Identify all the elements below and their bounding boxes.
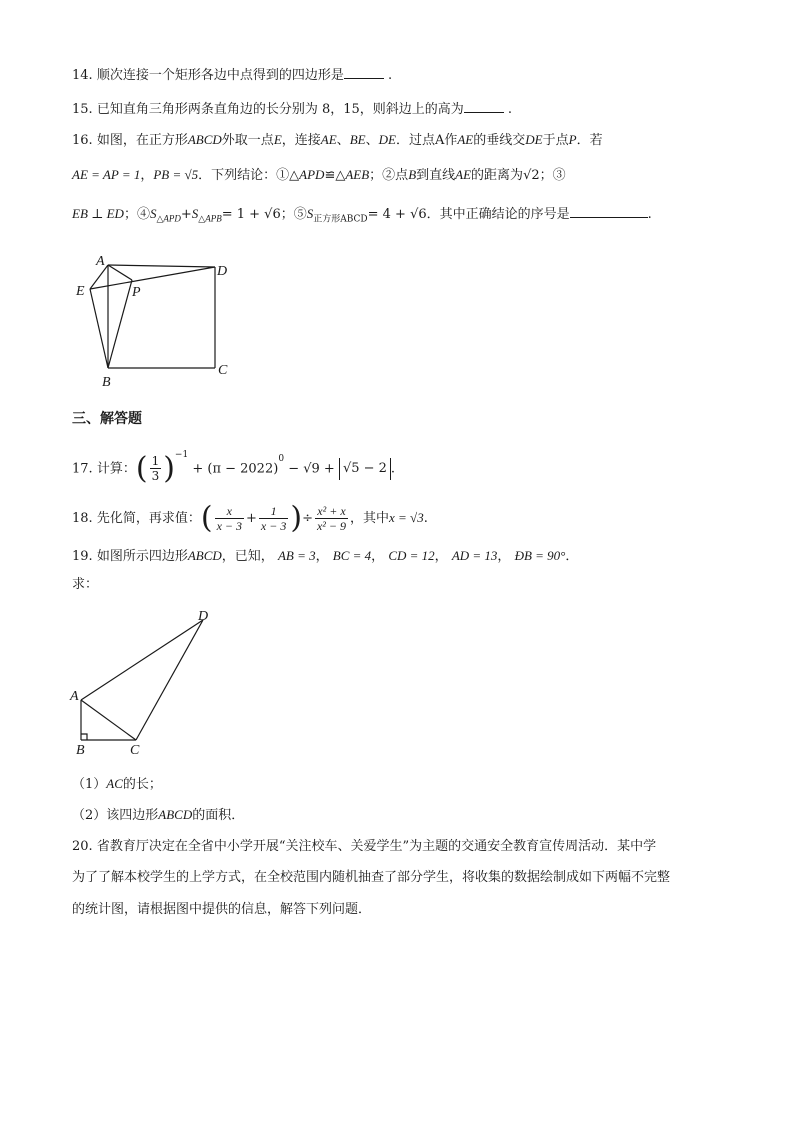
math-var: APD <box>299 167 325 182</box>
fraction <box>215 504 244 533</box>
text: ．若 <box>576 133 603 148</box>
math-expr: + (π − 2022) <box>192 461 279 477</box>
label-B: B <box>76 743 85 758</box>
period: . <box>647 207 652 222</box>
math-expr: AE = AP = 1 <box>72 167 141 182</box>
segment-AP <box>108 265 132 280</box>
segment-EB <box>90 289 108 368</box>
comma: ， <box>315 549 329 564</box>
denominator: x² − 9 <box>316 519 346 533</box>
segment-AD <box>108 265 215 267</box>
condition-cd: CD = 12 <box>388 548 435 563</box>
comma: ， <box>371 549 385 564</box>
answer-blank <box>570 205 648 218</box>
math-expr: − √9 + <box>288 461 335 477</box>
segment-ED <box>90 267 215 289</box>
text: ；②点 <box>369 168 409 183</box>
denominator: x − 3 <box>216 519 242 533</box>
question-20-line-3: 的统计图，请根据图中提供的信息，解答下列问题． <box>72 902 372 917</box>
math-var: P <box>568 132 577 147</box>
text: ， <box>140 168 154 183</box>
label-A: A <box>96 254 105 269</box>
numerator: 1 <box>151 454 160 469</box>
subscript: 正方形ABCD <box>313 214 368 225</box>
left-paren: ( <box>200 500 213 536</box>
question-16-line-2 <box>72 166 566 185</box>
question-number: 14. <box>72 68 93 83</box>
divide-sign: ÷ <box>302 511 313 526</box>
text: 于点 <box>542 133 569 148</box>
left-paren: ( <box>135 450 148 486</box>
question-text: 先化简，再求值： <box>96 511 201 526</box>
question-number: 16. <box>72 133 93 148</box>
math-expr: x = √3 <box>389 510 424 525</box>
text: ．其中正确结论的序号是 <box>426 207 570 222</box>
question-text: 顺次连接一个矩形各边中点得到的四边形是 <box>96 68 344 83</box>
math-var: BE <box>349 132 366 147</box>
text: ，其中 <box>350 511 390 526</box>
question-20-line-1 <box>72 838 656 856</box>
math-var: S <box>191 206 199 221</box>
text: 的长； <box>122 777 162 792</box>
period: . <box>387 68 393 83</box>
text: ．过点 <box>395 133 435 148</box>
fraction <box>259 504 288 533</box>
section-title: 三、解答题 <box>72 411 142 427</box>
figure-19-quadrilateral-diagram <box>66 608 226 758</box>
answer-blank <box>344 66 384 79</box>
right-angle-mark <box>81 734 87 740</box>
text: 外取一点 <box>221 133 274 148</box>
math-var: A <box>434 133 445 148</box>
math-var: AEB <box>345 167 370 182</box>
condition-ab: AB = 3 <box>277 548 316 563</box>
right-paren: ) <box>290 500 303 536</box>
question-20-line-2: 为了了解本校学生的上学方式，在全校范围内随机抽查了部分学生，将收集的数据绘制成如下两幅不完整 <box>72 870 671 885</box>
math-var: S <box>306 206 314 221</box>
plus-sign: + <box>180 207 192 222</box>
answer-blank <box>464 100 504 113</box>
label-B: B <box>102 375 111 390</box>
segment-AD <box>81 620 203 700</box>
question-number: 19. <box>72 549 93 564</box>
question-17 <box>72 448 396 486</box>
comma: ， <box>434 549 448 564</box>
text: 的垂线交 <box>473 133 526 148</box>
math-var: AE <box>320 132 337 147</box>
triangle-sign: △ <box>335 168 346 183</box>
text: 、 <box>365 133 379 148</box>
math-expr: √2 <box>523 168 540 183</box>
denominator: x − 3 <box>260 519 287 533</box>
math-expr: = 4 + √6 <box>367 207 427 222</box>
text: ，连接 <box>281 133 321 148</box>
period: . <box>423 511 428 526</box>
question-18 <box>72 500 428 536</box>
math-var: AE <box>457 132 474 147</box>
question-text: 如图所示四边形 <box>96 549 188 564</box>
subscript: △APB <box>198 213 222 224</box>
math-var: E <box>273 132 282 147</box>
math-expr: PB = √5 <box>153 167 199 182</box>
math-var: ABCD <box>187 132 222 147</box>
right-paren: ) <box>163 450 175 486</box>
figure-16-square-diagram <box>70 250 240 390</box>
label-C: C <box>218 363 228 378</box>
math-var: DE <box>525 132 543 147</box>
text: ；⑤ <box>280 207 307 222</box>
question-number: 17. <box>72 461 93 477</box>
period: ． <box>565 549 579 564</box>
fraction <box>150 454 162 483</box>
segment-PB <box>108 280 132 368</box>
label-P: P <box>132 285 141 300</box>
text: 作 <box>444 133 458 148</box>
question-text: 计算： <box>96 461 136 477</box>
subscript: △APD <box>156 213 181 224</box>
text: ．下列结论：①△ <box>198 168 300 183</box>
question-19-ask: 求： <box>72 577 99 592</box>
text: ；③ <box>539 168 566 183</box>
numerator: x² + x <box>315 504 348 519</box>
question-19 <box>72 547 578 566</box>
math-var: AE <box>455 167 472 182</box>
comma: ， <box>497 549 511 564</box>
math-var: DE <box>378 132 396 147</box>
math-var: S <box>149 206 157 221</box>
text: 到直线 <box>416 168 456 183</box>
part-number: （1） <box>72 777 107 792</box>
plus-sign: + <box>246 511 257 526</box>
condition-bc: BC = 4 <box>332 548 372 563</box>
question-14 <box>72 66 392 85</box>
period: . <box>390 461 396 477</box>
condition-angle-b: ÐB = 90° <box>514 548 566 563</box>
math-var: ABCD <box>187 548 222 563</box>
math-expr: EB ⊥ ED <box>72 206 124 221</box>
condition-ad: AD = 13 <box>451 548 498 563</box>
question-19-part-1 <box>72 775 162 794</box>
math-var: AC <box>106 776 123 791</box>
label-A: A <box>70 689 79 704</box>
label-D: D <box>198 609 209 624</box>
period: . <box>507 102 513 117</box>
denominator: 3 <box>151 469 160 484</box>
congruent-sign: ≌ <box>324 168 336 183</box>
label-C: C <box>130 743 140 758</box>
numerator: 1 <box>259 504 288 519</box>
text: 如图，在正方形 <box>96 133 188 148</box>
text: ，已知， <box>221 549 274 564</box>
question-16-line-3 <box>72 205 652 229</box>
text: ；④ <box>123 207 150 222</box>
fraction <box>315 504 348 533</box>
segment-DC <box>136 620 203 740</box>
label-E: E <box>76 284 85 299</box>
math-var: ABCD <box>158 807 193 822</box>
absolute-value: √5 − 2 <box>339 458 391 480</box>
question-number: 20. <box>72 839 93 854</box>
question-19-part-2 <box>72 806 244 825</box>
math-var: B <box>408 167 417 182</box>
text: 该四边形 <box>106 808 159 823</box>
question-15 <box>72 100 512 119</box>
question-number: 15. <box>72 102 93 117</box>
text: 的距离为 <box>471 168 524 183</box>
question-number: 18. <box>72 511 93 526</box>
text: 的面积． <box>192 808 245 823</box>
segment-AC <box>81 700 136 740</box>
text: 、 <box>336 133 350 148</box>
numerator: x <box>215 504 244 519</box>
part-number: （2） <box>72 808 107 823</box>
math-expr: = 1 + √6 <box>221 207 281 222</box>
question-16-line-1 <box>72 131 603 150</box>
exponent: 0 <box>278 454 285 464</box>
text: 省教育厅决定在全省中小学开展“关注校车、关爱学生”为主题的交通安全教育宣传周活动．某中学 <box>96 839 657 854</box>
label-D: D <box>217 264 228 279</box>
exponent: −1 <box>174 450 189 460</box>
question-text: 已知直角三角形两条直角边的长分别为 8，15，则斜边上的高为 <box>96 102 464 117</box>
